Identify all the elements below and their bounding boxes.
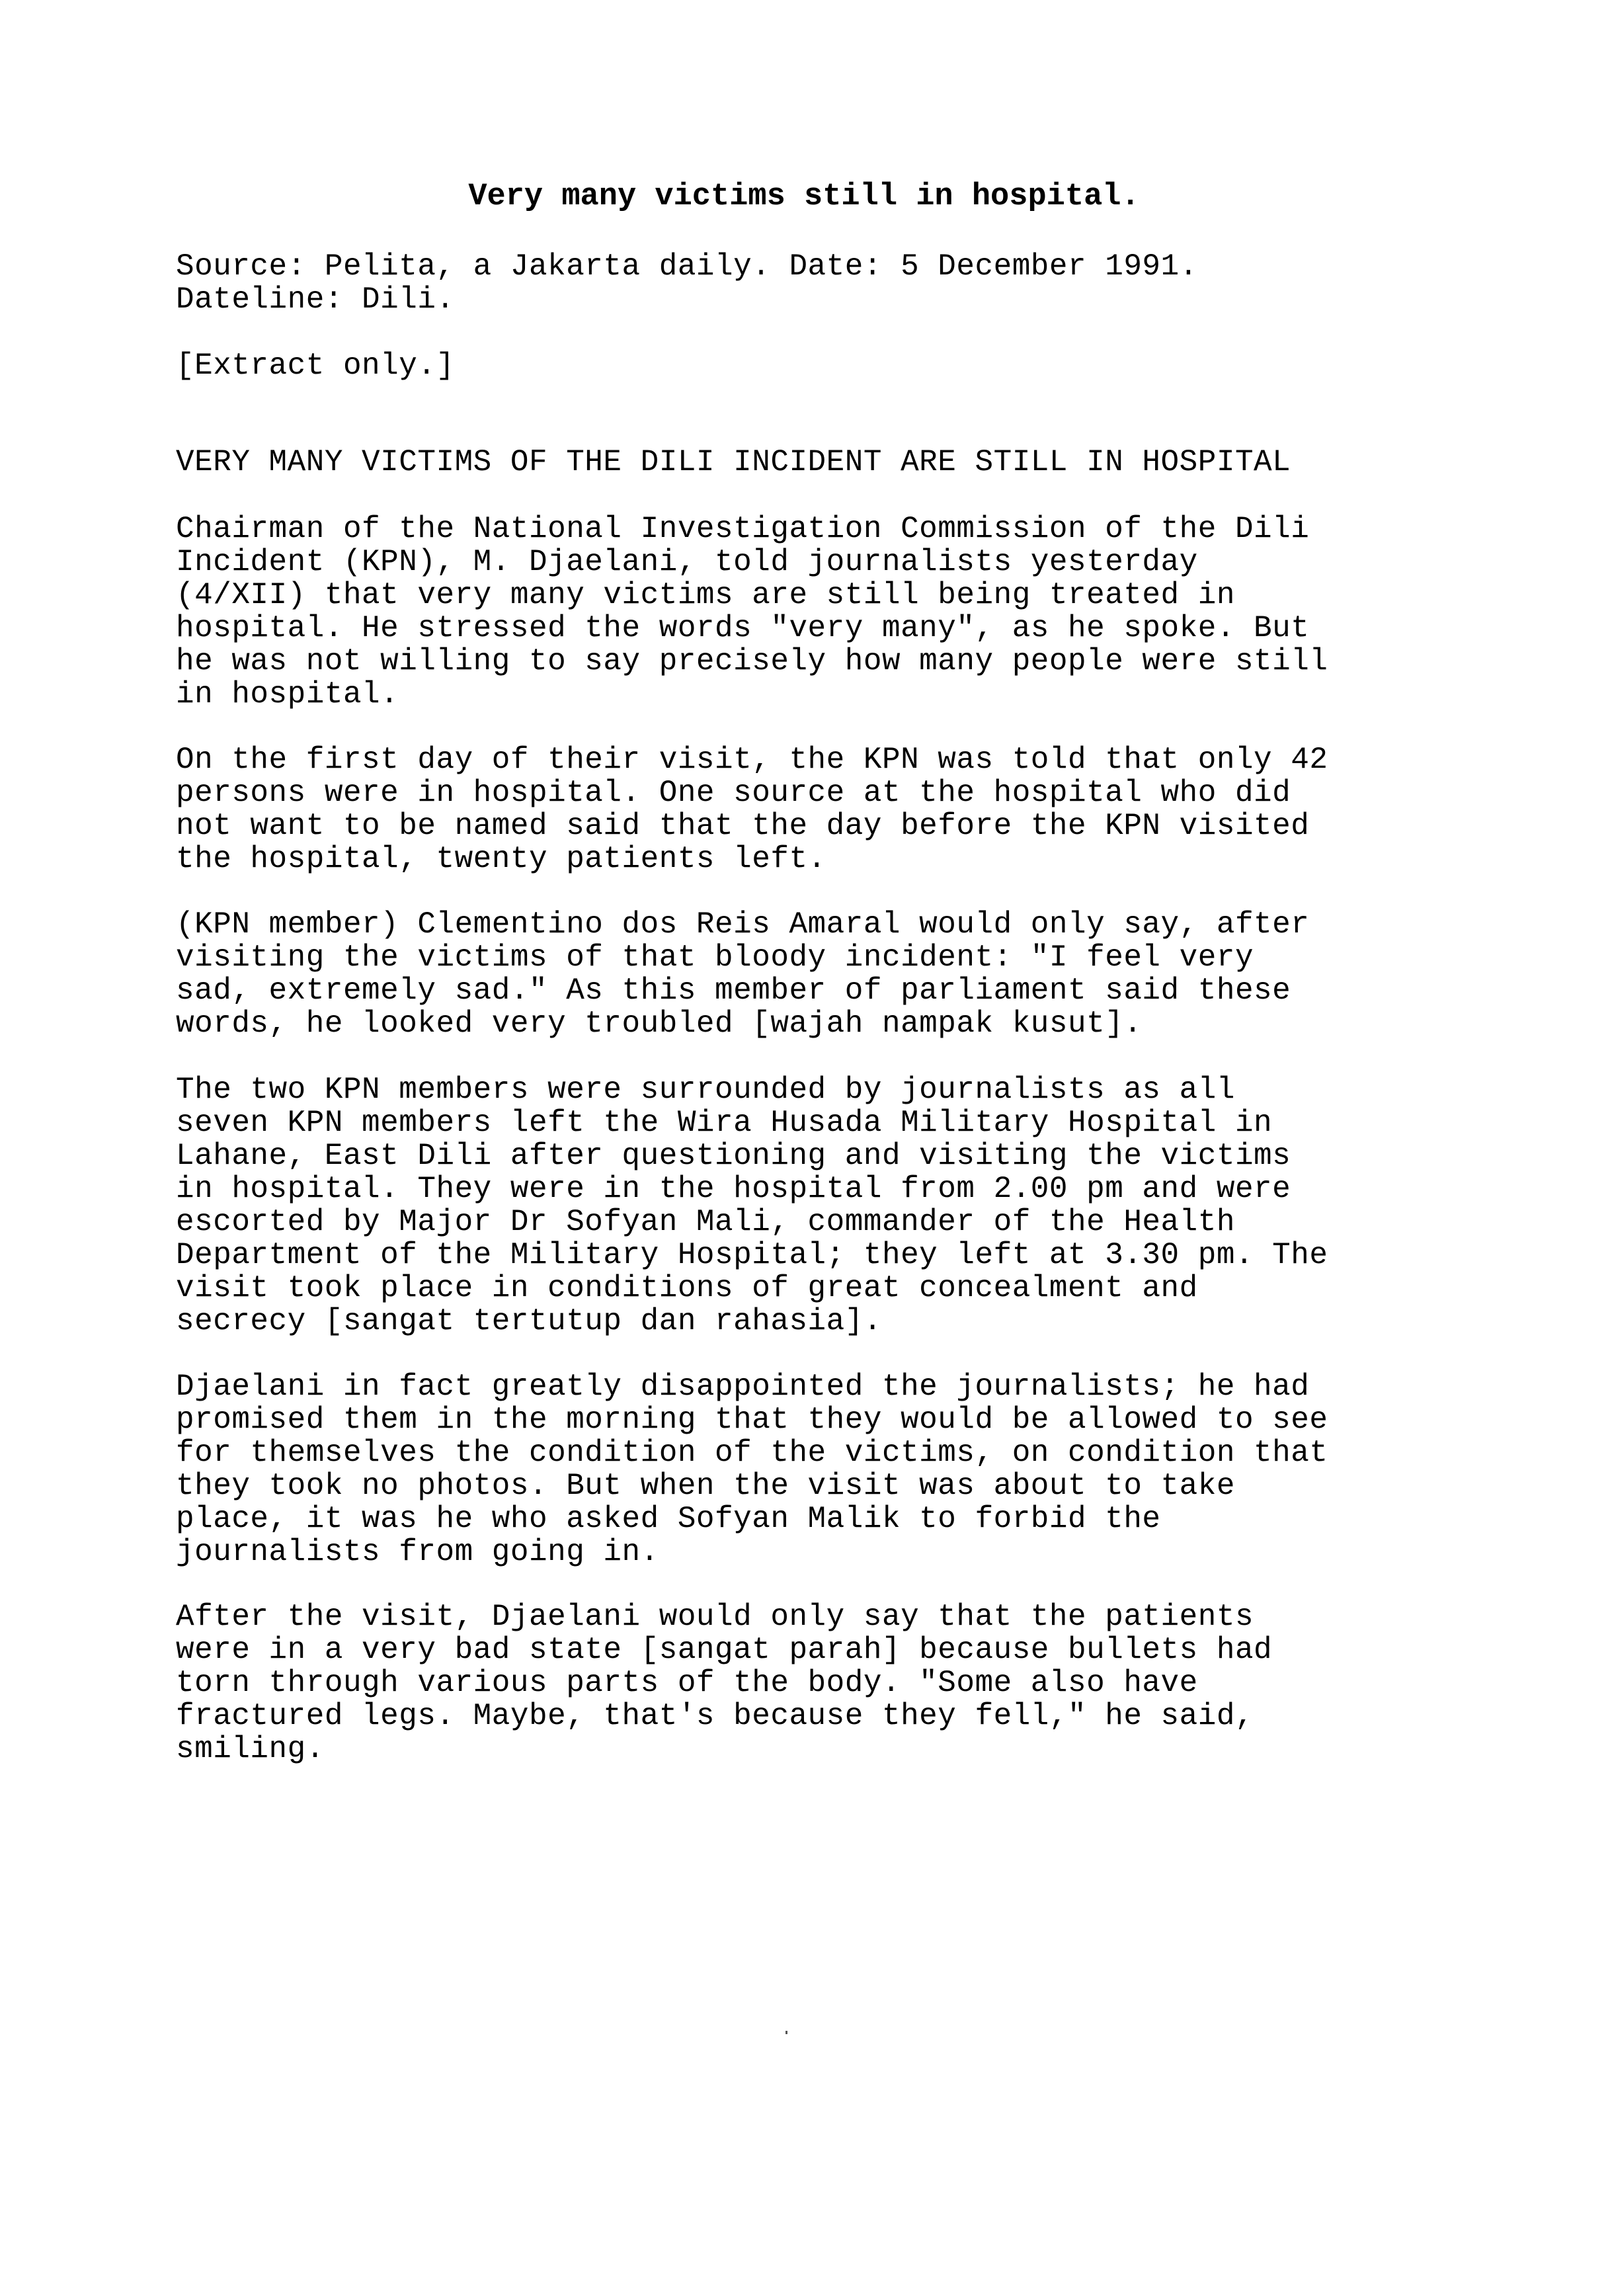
paragraph-line: After the visit, Djaelani would only say that the patients [176, 1600, 1254, 1634]
paragraph-line: Department of the Military Hospital; they left at 3.30 pm. The [176, 1238, 1328, 1272]
paragraph-line: escorted by Major Dr Sofyan Mali, commander of the Health [176, 1205, 1235, 1239]
paragraph-line: secrecy [sangat tertutup dan rahasia]. [176, 1304, 882, 1338]
paragraph-line: smiling. [176, 1732, 325, 1766]
source-line: Source: Pelita, a Jakarta daily. Date: 5 December 1991. [176, 249, 1198, 284]
paragraph-line: in hospital. [176, 677, 399, 712]
paragraph-line: words, he looked very troubled [wajah nampak kusut]. [176, 1006, 1143, 1041]
paragraph-line: journalists from going in. [176, 1535, 659, 1569]
paragraph-line: seven KPN members left the Wira Husada Military Hospital in [176, 1106, 1273, 1140]
paragraph-line: (4/XII) that very many victims are still being treated in [176, 578, 1235, 612]
paragraph-line: not want to be named said that the day before the KPN visited [176, 809, 1310, 843]
scan-speck [785, 2031, 787, 2034]
paragraph-line: Incident (KPN), M. Djaelani, told journalists yesterday [176, 545, 1198, 579]
paragraph-line: On the first day of their visit, the KPN was told that only 42 [176, 743, 1328, 777]
paragraph-line: The two KPN members were surrounded by journalists as all [176, 1073, 1235, 1107]
headline: VERY MANY VICTIMS OF THE DILI INCIDENT ARE STILL IN HOSPITAL [176, 445, 1291, 479]
paragraph-line: (KPN member) Clementino dos Reis Amaral would only say, after [176, 907, 1310, 942]
paragraph-line: the hospital, twenty patients left. [176, 842, 826, 876]
paragraph-line: place, it was he who asked Sofyan Malik to forbid the [176, 1502, 1161, 1536]
paragraph-line: Lahane, East Dili after questioning and visiting the victims [176, 1139, 1291, 1173]
dateline: Dateline: Dili. [176, 282, 455, 317]
paragraph-line: he was not willing to say precisely how many people were still [176, 644, 1328, 678]
extract-note: [Extract only.] [176, 348, 455, 383]
paragraph-line: hospital. He stressed the words "very many", as he spoke. But [176, 611, 1310, 645]
paragraph-line: for themselves the condition of the victims, on condition that [176, 1436, 1328, 1470]
paragraph-line: visiting the victims of that bloody incident: "I feel very [176, 940, 1254, 975]
paragraph-line: sad, extremely sad." As this member of parliament said these [176, 973, 1291, 1008]
paragraph-line: persons were in hospital. One source at the hospital who did [176, 776, 1291, 810]
paragraph-line: fractured legs. Maybe, that's because they fell," he said, [176, 1699, 1254, 1733]
paragraph-line: they took no photos. But when the visit was about to take [176, 1469, 1235, 1503]
paragraph-line: were in a very bad state [sangat parah] because bullets had [176, 1633, 1273, 1667]
document-title: Very many victims still in hospital. [468, 179, 1140, 214]
paragraph-line: Djaelani in fact greatly disappointed the journalists; he had [176, 1370, 1310, 1404]
paragraph-line: visit took place in conditions of great concealment and [176, 1271, 1198, 1305]
paragraph-line: torn through various parts of the body. "Some also have [176, 1666, 1198, 1700]
paragraph-line: Chairman of the National Investigation Commission of the Dili [176, 512, 1310, 546]
paragraph-line: in hospital. They were in the hospital from 2.00 pm and were [176, 1172, 1291, 1206]
paragraph-line: promised them in the morning that they would be allowed to see [176, 1403, 1328, 1437]
